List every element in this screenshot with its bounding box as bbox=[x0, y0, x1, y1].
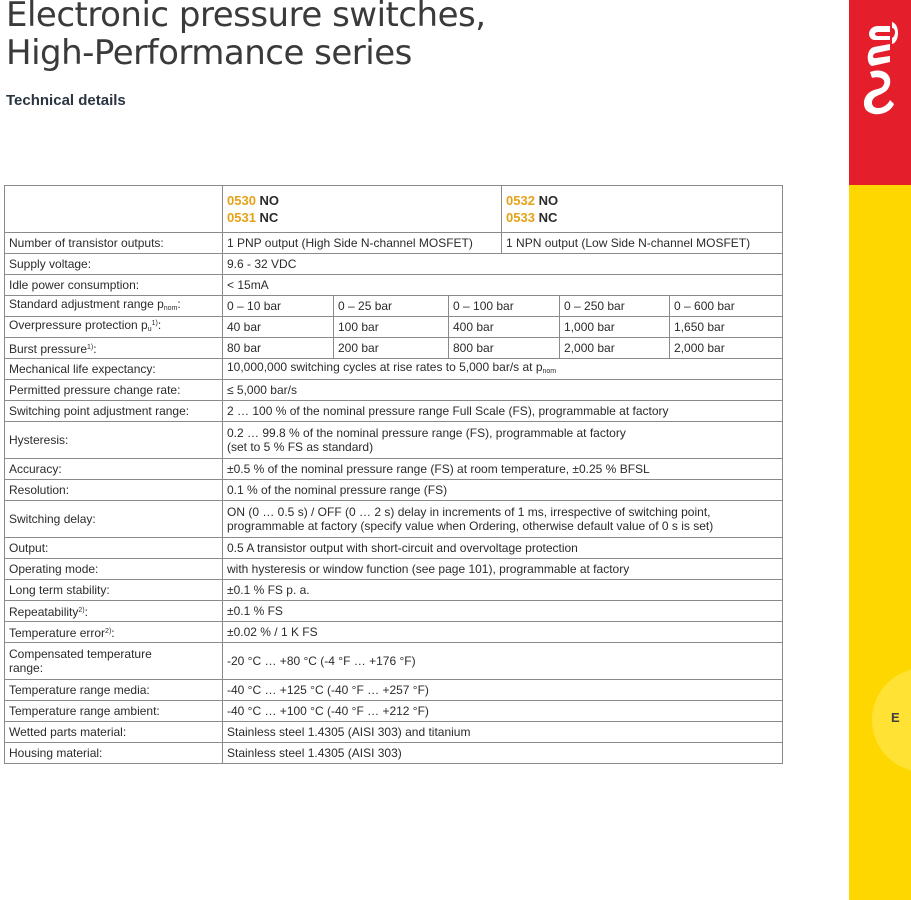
row-value: 0.5 A transistor output with short-circuit and overvoltage protection bbox=[223, 538, 783, 559]
row-value: 1,650 bar bbox=[670, 317, 783, 338]
row-value: 2,000 bar bbox=[560, 338, 670, 359]
table-row bbox=[5, 559, 783, 580]
table-row bbox=[5, 338, 783, 359]
row-value: 1 PNP output (High Side N-channel MOSFET) bbox=[223, 233, 502, 254]
row-label: Switching point adjustment range: bbox=[5, 401, 223, 422]
row-value: 10,000,000 switching cycles at rise rates to 5,000 bar/s at $p_{nom}$ bbox=[223, 359, 783, 380]
row-value: -40 °C … +125 °C (-40 °F … +257 °F) bbox=[223, 680, 783, 701]
row-label: Temperature error$^{2)}$: bbox=[5, 622, 223, 643]
row-value: 2,000 bar bbox=[670, 338, 783, 359]
table-row bbox=[5, 275, 783, 296]
row-value: 0 – 100 bar bbox=[449, 296, 560, 317]
row-label: Housing material: bbox=[5, 743, 223, 764]
section-tab-letter: E bbox=[891, 710, 900, 725]
table-row bbox=[5, 501, 783, 538]
table-row bbox=[5, 296, 783, 317]
row-value: ON (0 … 0.5 s) / OFF (0 … 2 s) delay in increments of 1 ms, irrespective of switching point, programmable at factory (specify value when Ordering, otherwise default value of 0 s is set) bbox=[223, 501, 783, 538]
table-row bbox=[5, 422, 783, 459]
header-group-a: 0530 NO 0531 NC bbox=[223, 186, 502, 233]
row-value: -20 °C … +80 °C (-4 °F … +176 °F) bbox=[223, 643, 783, 680]
row-value: Stainless steel 1.4305 (AISI 303) and titanium bbox=[223, 722, 783, 743]
row-value: -40 °C … +100 °C (-40 °F … +212 °F) bbox=[223, 701, 783, 722]
row-label: Temperature range ambient: bbox=[5, 701, 223, 722]
row-label: Number of transistor outputs: bbox=[5, 233, 223, 254]
row-value: 1,000 bar bbox=[560, 317, 670, 338]
row-value: 0 – 25 bar bbox=[334, 296, 449, 317]
row-value: ≤ 5,000 bar/s bbox=[223, 380, 783, 401]
row-value: 1 NPN output (Low Side N-channel MOSFET) bbox=[502, 233, 783, 254]
spec-table bbox=[4, 185, 783, 764]
row-label: Standard adjustment range $p_{nom}$: bbox=[5, 296, 223, 317]
row-label: Permitted pressure change rate: bbox=[5, 380, 223, 401]
row-value: Stainless steel 1.4305 (AISI 303) bbox=[223, 743, 783, 764]
table-row bbox=[5, 622, 783, 643]
row-value: ±0.1 % FS p. a. bbox=[223, 580, 783, 601]
row-label: Wetted parts material: bbox=[5, 722, 223, 743]
row-label: Long term stability: bbox=[5, 580, 223, 601]
row-value: 0 – 600 bar bbox=[670, 296, 783, 317]
row-label: Output: bbox=[5, 538, 223, 559]
page-title-line2: High-Performance series bbox=[6, 33, 412, 73]
row-label: Burst pressure$^{1)}$: bbox=[5, 338, 223, 359]
table-row bbox=[5, 601, 783, 622]
row-value: 80 bar bbox=[223, 338, 334, 359]
table-row bbox=[5, 233, 783, 254]
row-value: ±0.5 % of the nominal pressure range (FS) at room temperature, ±0.25 % BFSL bbox=[223, 459, 783, 480]
table-row bbox=[5, 680, 783, 701]
row-value: ±0.1 % FS bbox=[223, 601, 783, 622]
row-label: Idle power consumption: bbox=[5, 275, 223, 296]
table-row bbox=[5, 701, 783, 722]
row-value: with hysteresis or window function (see page 101), programmable at factory bbox=[223, 559, 783, 580]
brand-yellow-bar bbox=[849, 185, 911, 900]
row-label: Hysteresis: bbox=[5, 422, 223, 459]
table-row bbox=[5, 459, 783, 480]
row-label: Supply voltage: bbox=[5, 254, 223, 275]
table-row bbox=[5, 643, 783, 680]
row-label: Overpressure protection $p_u^{1)}$: bbox=[5, 317, 223, 338]
table-row bbox=[5, 722, 783, 743]
section-subtitle: Technical details bbox=[6, 92, 126, 109]
row-value: 40 bar bbox=[223, 317, 334, 338]
table-row bbox=[5, 317, 783, 338]
row-value: 0.1 % of the nominal pressure range (FS) bbox=[223, 480, 783, 501]
table-row bbox=[5, 380, 783, 401]
page-title-line1: Electronic pressure switches, bbox=[6, 0, 486, 35]
row-label: Accuracy: bbox=[5, 459, 223, 480]
row-label: Resolution: bbox=[5, 480, 223, 501]
table-row bbox=[5, 254, 783, 275]
table-row bbox=[5, 401, 783, 422]
row-value: 0 – 10 bar bbox=[223, 296, 334, 317]
header-empty-cell bbox=[5, 186, 223, 233]
header-group-b: 0532 NO 0533 NC bbox=[502, 186, 783, 233]
row-label: Repeatability$^{2)}$: bbox=[5, 601, 223, 622]
row-value: 100 bar bbox=[334, 317, 449, 338]
table-row bbox=[5, 743, 783, 764]
row-value: 9.6 - 32 VDC bbox=[223, 254, 783, 275]
table-header-row bbox=[5, 186, 783, 233]
row-label: Compensated temperature range: bbox=[5, 643, 223, 680]
table-row bbox=[5, 538, 783, 559]
row-label: Mechanical life expectancy: bbox=[5, 359, 223, 380]
row-label: Switching delay: bbox=[5, 501, 223, 538]
row-value: 2 … 100 % of the nominal pressure range Full Scale (FS), programmable at factory bbox=[223, 401, 783, 422]
table-row bbox=[5, 359, 783, 380]
row-value: 200 bar bbox=[334, 338, 449, 359]
row-label: Operating mode: bbox=[5, 559, 223, 580]
row-value: ±0.02 % / 1 K FS bbox=[223, 622, 783, 643]
row-label: Temperature range media: bbox=[5, 680, 223, 701]
page-title bbox=[6, 0, 486, 72]
row-value: 400 bar bbox=[449, 317, 560, 338]
row-value: 0.2 … 99.8 % of the nominal pressure range (FS), programmable at factory (set to 5 % FS as standard) bbox=[223, 422, 783, 459]
row-value: 800 bar bbox=[449, 338, 560, 359]
table-row bbox=[5, 480, 783, 501]
row-value: 0 – 250 bar bbox=[560, 296, 670, 317]
table-row bbox=[5, 580, 783, 601]
brand-logo-icon bbox=[860, 18, 902, 123]
row-value: < 15mA bbox=[223, 275, 783, 296]
